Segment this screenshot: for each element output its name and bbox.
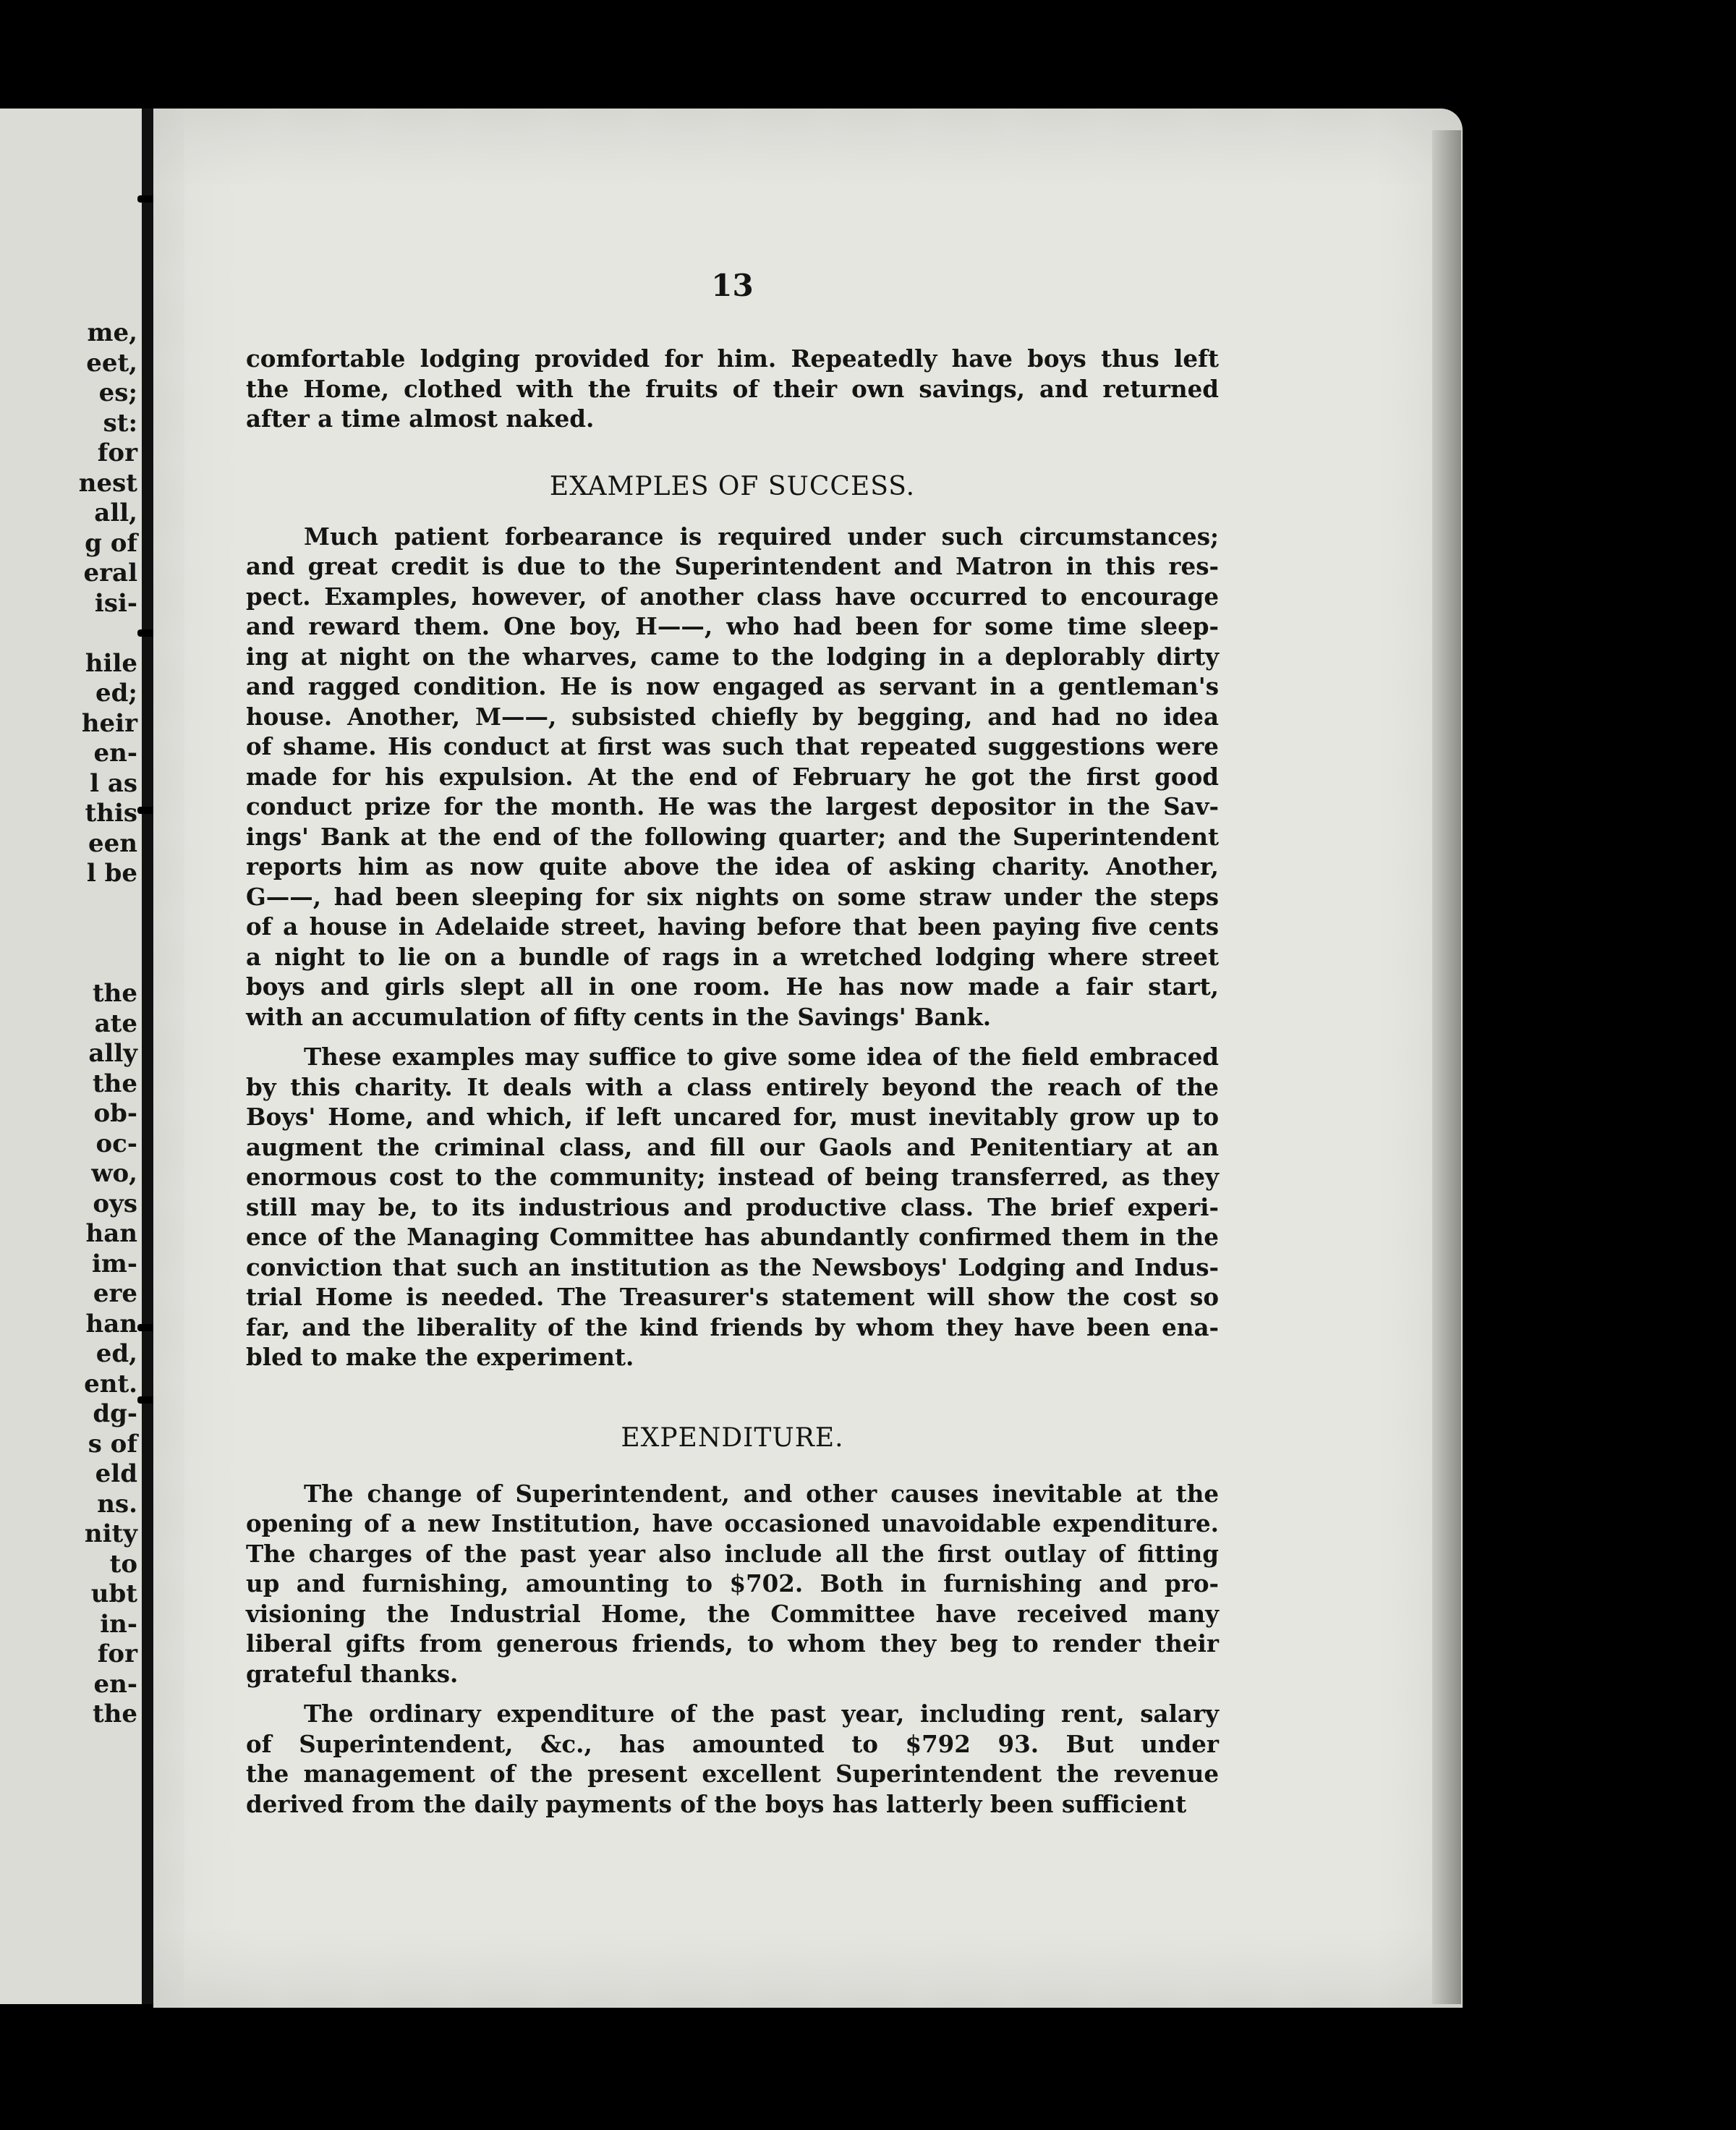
text-line: and reward them. One boy, H——, who had been for some time sleep-: [246, 612, 1219, 640]
text-line: with an accumulation of fifty cents in the Savings' Bank.: [246, 1002, 992, 1031]
text-line: still may be, to its industrious and productive class. The brief experi-: [246, 1192, 1219, 1221]
left-fragment-line: ed,: [95, 1339, 137, 1368]
left-fragment-line: han: [85, 1219, 137, 1248]
left-fragment-line: me,: [87, 318, 137, 347]
left-fragment-line: oys: [93, 1189, 137, 1218]
left-fragment-line: ent.: [84, 1369, 137, 1399]
text-line: derived from the daily payments of the boys has latterly been sufficient: [246, 1789, 1187, 1818]
text-line: enormous cost to the community; instead of being transferred, as they: [246, 1163, 1219, 1191]
left-fragment-line: en-: [93, 1669, 137, 1699]
text-line: the management of the present excellent Superintendent the revenue: [246, 1760, 1219, 1788]
section-heading-examples: EXAMPLES OF SUCCESS.: [549, 471, 916, 501]
left-fragment-line: im-: [91, 1249, 137, 1278]
expenditure-paragraph-2: [246, 1699, 1219, 1819]
left-fragment-line: in-: [100, 1609, 137, 1639]
left-fragment-line: l as: [90, 768, 137, 798]
left-fragment-line: oc-: [95, 1129, 137, 1158]
left-fragment-line: nest: [78, 468, 137, 498]
text-line: conviction that such an institution as the Newsboys' Lodging and Indus-: [246, 1252, 1219, 1281]
text-line: of a house in Adelaide street, having before that been paying five cents: [246, 912, 1219, 941]
text-line: These examples may suffice to give some idea of the field embraced: [304, 1043, 1219, 1071]
left-fragment-line: g of: [85, 528, 137, 558]
text-line: opening of a new Institution, have occasioned unavoidable expenditure.: [246, 1509, 1219, 1537]
text-line: augment the criminal class, and fill our Gaols and Penitentiary at an: [246, 1132, 1219, 1161]
text-line: ings' Bank at the end of the following quarter; and the Superintendent: [246, 822, 1219, 851]
left-fragment-line: eld: [95, 1459, 137, 1488]
left-page-text-fragments: [79, 318, 137, 1730]
left-fragment-line: for: [97, 1639, 137, 1668]
text-line: visioning the Industrial Home, the Committee have received many: [246, 1599, 1219, 1628]
page-edge-shadow: [1432, 130, 1461, 2004]
left-fragment-line: ere: [93, 1279, 137, 1308]
examples-paragraph-2: [246, 1042, 1219, 1372]
left-fragment-line: dg-: [93, 1399, 137, 1428]
text-line: and ragged condition. He is now engaged as servant in a gentleman's: [246, 672, 1219, 700]
text-line: house. Another, M——, subsisted chiefly by begging, and had no idea: [246, 702, 1219, 731]
text-line: liberal gifts from generous friends, to whom they beg to render their: [246, 1629, 1219, 1658]
left-fragment-line: nity: [84, 1519, 137, 1548]
text-line: grateful thanks.: [246, 1659, 459, 1688]
left-fragment-line: ns.: [97, 1489, 137, 1519]
text-line: up and furnishing, amounting to $702. Both in furnishing and pro-: [246, 1569, 1219, 1598]
left-fragment-line: es;: [98, 378, 137, 407]
text-line: reports him as now quite above the idea of asking charity. Another,: [246, 852, 1219, 881]
page-text-block: [246, 257, 1219, 1819]
text-line: G——, had been sleeping for six nights on some straw under the steps: [246, 882, 1219, 911]
left-fragment-line: all,: [94, 498, 137, 527]
left-fragment-line: en-: [93, 739, 137, 768]
left-fragment-line: eet,: [86, 348, 137, 378]
text-line: made for his expulsion. At the end of February he got the first good: [246, 762, 1219, 791]
opening-paragraph: [246, 344, 1219, 434]
left-fragment-line: ed;: [95, 679, 137, 708]
left-fragment-line: ubt: [90, 1579, 137, 1608]
text-line: ing at night on the wharves, came to the lodging in a deplorably dirty: [246, 642, 1219, 671]
left-fragment-line: [79, 919, 137, 949]
left-fragment-line: ate: [94, 1009, 137, 1038]
left-fragment-line: st:: [103, 408, 137, 438]
left-fragment-line: the: [92, 1069, 137, 1098]
text-line: comfortable lodging provided for him. Repeatedly have boys thus left: [246, 344, 1219, 373]
left-fragment-line: eral: [83, 559, 137, 587]
text-line: conduct prize for the month. He was the largest depositor in the Sav-: [246, 792, 1219, 820]
left-fragment-line: for: [97, 438, 137, 467]
left-fragment-line: han: [85, 1309, 137, 1338]
text-line: and great credit is due to the Superintendent and Matron in this res-: [246, 552, 1219, 580]
left-fragment-line: heir: [81, 708, 137, 738]
text-line: The change of Superintendent, and other causes inevitable at the: [304, 1479, 1219, 1508]
left-fragment-line: hile: [85, 648, 137, 678]
left-fragment-line: ally: [88, 1039, 137, 1068]
section-heading-expenditure: EXPENDITURE.: [621, 1422, 844, 1453]
text-line: Boys' Home, and which, if left uncared for, must inevitably grow up to: [246, 1103, 1219, 1131]
left-fragment-line: [79, 619, 137, 649]
left-fragment-line: isi-: [94, 588, 137, 618]
text-line: pect. Examples, however, of another class have occurred to encourage: [246, 582, 1219, 611]
left-fragment-line: l be: [86, 859, 137, 888]
text-line: boys and girls slept all in one room. He has now made a fair start,: [246, 972, 1219, 1001]
expenditure-paragraph-1: [246, 1479, 1219, 1689]
text-line: after a time almost naked.: [246, 404, 595, 433]
examples-paragraph-1: [246, 522, 1219, 1032]
text-line: a night to lie on a bundle of rags in a wretched lodging where street: [246, 942, 1219, 971]
left-fragment-line: [79, 949, 137, 980]
text-line: of shame. His conduct at first was such that repeated suggestions were: [246, 732, 1219, 760]
left-fragment-line: this: [85, 799, 137, 828]
text-line: of Superintendent, &c., has amounted to $792 93. But under: [246, 1729, 1219, 1758]
text-line: the Home, clothed with the fruits of their own savings, and returned: [246, 374, 1219, 403]
text-line: trial Home is needed. The Treasurer's statement will show the cost so: [246, 1283, 1219, 1311]
left-fragment-line: the: [92, 1700, 137, 1728]
left-fragment-line: [79, 889, 137, 920]
left-fragment-line: the: [92, 979, 137, 1008]
text-line: ence of the Managing Committee has abundantly confirmed them in the: [246, 1223, 1219, 1251]
text-line: by this charity. It deals with a class entirely beyond the reach of the: [246, 1072, 1219, 1101]
left-fragment-line: s of: [88, 1429, 137, 1459]
left-fragment-line: wo,: [91, 1159, 137, 1188]
text-line: The ordinary expenditure of the past year, including rent, salary: [304, 1700, 1219, 1728]
page-number: 13: [711, 268, 754, 303]
text-line: Much patient forbearance is required under such circumstances;: [304, 522, 1219, 551]
left-fragment-line: een: [88, 828, 137, 858]
text-line: bled to make the experiment.: [246, 1343, 634, 1371]
text-line: far, and the liberality of the kind friends by whom they have been ena-: [246, 1312, 1219, 1341]
left-page-edge: [0, 109, 145, 2004]
left-fragment-line: to: [109, 1549, 137, 1579]
text-line: The charges of the past year also include all the first outlay of fitting: [246, 1539, 1219, 1568]
left-fragment-line: ob-: [93, 1099, 137, 1128]
